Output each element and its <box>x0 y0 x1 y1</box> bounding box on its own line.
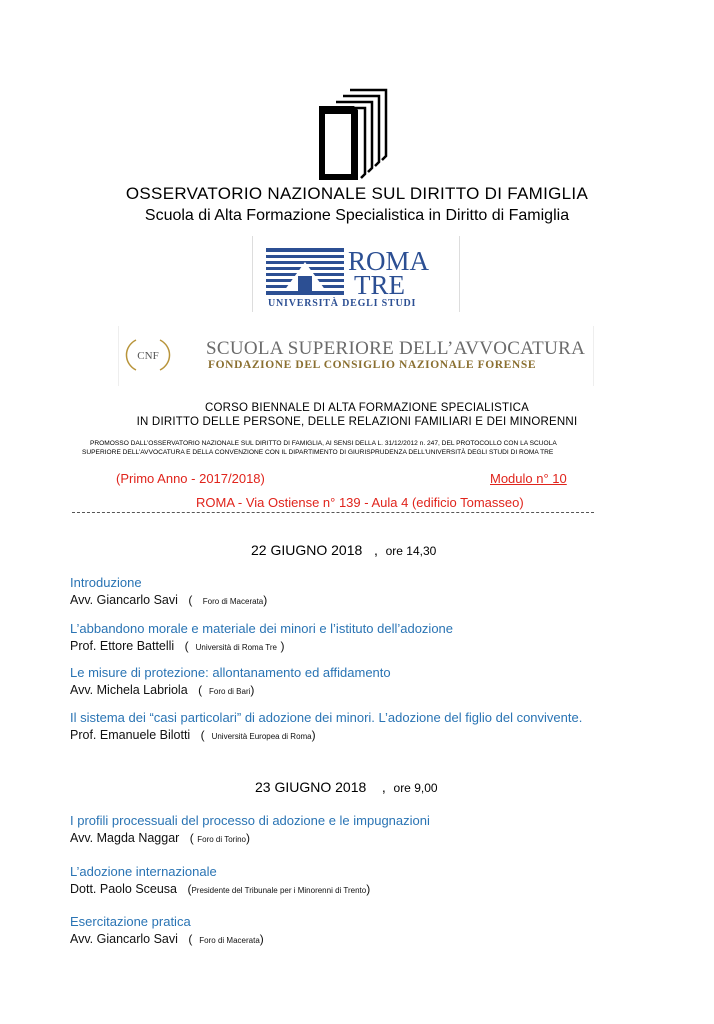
cnf-seal-text: CNF <box>137 350 159 362</box>
day-sep: , <box>373 542 378 558</box>
speaker-affiliation: Università di Roma Tre <box>195 643 277 652</box>
school-subtitle: FONDAZIONE DEL CONSIGLIO NAZIONALE FORENSE <box>208 359 537 371</box>
day-heading <box>255 779 438 795</box>
speaker-name: Prof. Ettore Battelli <box>70 639 175 653</box>
school-title: SCUOLA SUPERIORE DELL’AVVOCATURA <box>206 338 586 359</box>
promo-note-line2: SUPERIORE DELL’AVVOCATURA E DELLA CONVENZIONE CON IL DIPARTIMENTO DI GIURISPRUDENZA DELL’UNIVERSITÀ DEGLI STUDI DI ROMA TRE <box>82 449 554 456</box>
day-time: ore 9,00 <box>393 781 438 795</box>
course-title-line2: IN DIRITTO DELLE PERSONE, DELLE RELAZIONI FAMILIARI E DEI MINORENNI <box>136 416 578 428</box>
speaker-affiliation: Università Europea di Roma <box>211 732 312 741</box>
module-number: Modulo n° 10 <box>490 471 567 486</box>
org-subtitle: Scuola di Alta Formazione Specialistica in Diritto di Famiglia <box>144 207 570 224</box>
speaker-name: Dott. Paolo Sceusa <box>70 882 178 896</box>
speaker-name: Avv. Michela Labriola <box>70 683 188 697</box>
session-speaker: Prof. Emanuele Bilotti ( Università Europea di Roma) <box>70 728 316 742</box>
org-title: OSSERVATORIO NAZIONALE SUL DIRITTO DI FAMIGLIA <box>125 184 589 203</box>
session-topic: I profili processuali del processo di adozione e le impugnazioni <box>70 813 430 828</box>
speaker-name: Avv. Magda Naggar <box>70 831 180 845</box>
speaker-affiliation: Presidente del Tribunale per i Minorenni di Trento <box>191 886 367 895</box>
speaker-affiliation: Foro di Macerata <box>199 936 260 945</box>
session-topic: Le misure di protezione: allontanamento ed affidamento <box>70 665 391 680</box>
tre-text: TRE <box>354 270 405 300</box>
session-speaker: Avv. Giancarlo Savi ( Foro di Macerata) <box>70 593 268 607</box>
separator-line <box>72 512 594 513</box>
session-topic: Introduzione <box>70 575 142 590</box>
session-topic: Esercitazione pratica <box>70 914 191 929</box>
promo-note-line1: PROMOSSO DALL’OSSERVATORIO NAZIONALE SUL DIRITTO DI FAMIGLIA, AI SENSI DELLA L. 31/12/2012 n. 247, DEL PROTOCOLLO CON LA SCUOLA <box>90 440 557 447</box>
session-topic: Il sistema dei “casi particolari” di adozione dei minori. L’adozione del figlio del convivente. <box>70 710 583 725</box>
university-text: UNIVERSITÀ DEGLI STUDI <box>268 298 417 308</box>
speaker-name: Prof. Emanuele Bilotti <box>70 728 191 742</box>
day-date: 22 GIUGNO 2018 <box>251 542 363 558</box>
session-speaker: Avv. Michela Labriola ( Foro di Bari) <box>70 683 255 697</box>
session-speaker: Avv. Magda Naggar ( Foro di Torino) <box>70 831 250 845</box>
day-date: 23 GIUGNO 2018 <box>255 779 367 795</box>
day-sep: , <box>381 779 386 795</box>
day-heading <box>251 542 436 558</box>
session-topic: L’abbandono morale e materiale dei minori e l’istituto dell’adozione <box>70 621 454 636</box>
session-speaker: Avv. Giancarlo Savi ( Foro di Macerata) <box>70 932 264 946</box>
session-speaker: Prof. Ettore Battelli ( Università di Roma Tre ) <box>70 639 285 653</box>
course-title-line1: CORSO BIENNALE DI ALTA FORMAZIONE SPECIALISTICA <box>204 402 530 414</box>
speaker-affiliation: Foro di Macerata <box>202 597 264 606</box>
session-topic: L’adozione internazionale <box>70 864 217 879</box>
speaker-affiliation: Foro di Torino <box>197 835 246 844</box>
day-time: ore 14,30 <box>385 544 437 558</box>
observatory-books-logo <box>316 86 390 182</box>
speaker-name: Avv. Giancarlo Savi <box>70 593 178 607</box>
cnf-seal-logo <box>120 334 176 376</box>
speaker-name: Avv. Giancarlo Savi <box>70 932 178 946</box>
roma-tre-logo <box>262 244 452 308</box>
course-year: (Primo Anno - 2017/2018) <box>116 471 265 486</box>
roma-text: ROMA <box>348 246 430 276</box>
speaker-affiliation: Foro di Bari <box>209 687 251 696</box>
session-speaker: Dott. Paolo Sceusa (Presidente del Tribunale per i Minorenni di Trento) <box>70 882 371 896</box>
venue: ROMA - Via Ostiense n° 139 - Aula 4 (edificio Tomasseo) <box>196 495 524 510</box>
